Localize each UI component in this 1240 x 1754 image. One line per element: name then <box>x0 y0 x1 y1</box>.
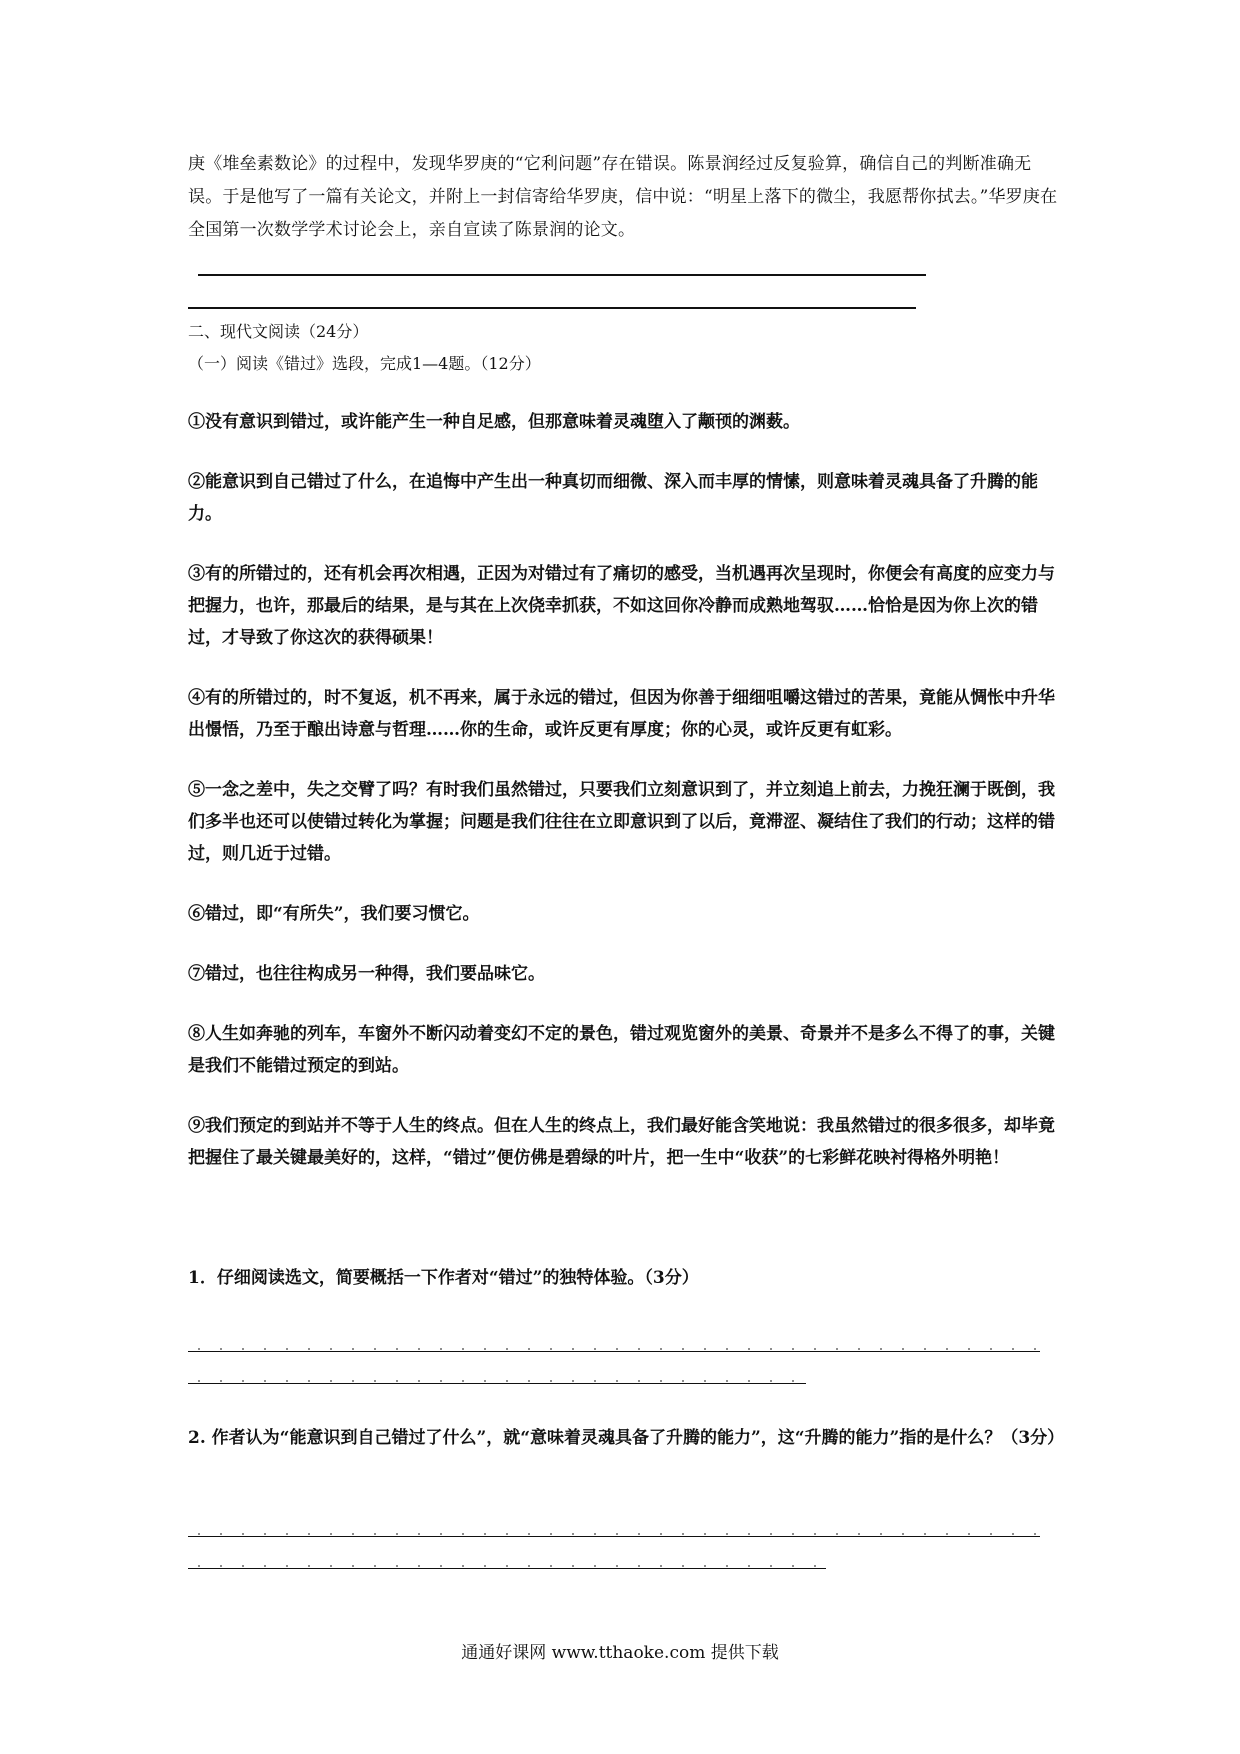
reading-passage <box>188 406 1066 1174</box>
passage-paragraph: ②能意识到自己错过了什么，在追悔中产生出一种真切而细微、深入而丰厚的情愫，则意味着灵魂具备了升腾的能力。 <box>188 472 1038 524</box>
passage-paragraph: ③有的所错过的，还有机会再次相遇，正因为对错过有了痛切的感受，当机遇再次呈现时，你便会有高度的应变力与把握力，也许，那最后的结果，是与其在上次侥幸抓获，不如这回你冷静而成熟地驾驭……恰恰是因为你上次的错过，才导致了你这次的获得硕果！ <box>188 564 1055 648</box>
intro-paragraph: 庚《堆垒素数论》的过程中，发现华罗庚的“它利问题”存在错误。陈景润经过反复验算，确信自己的判断准确无误。于是他写了一篇有关论文，并附上一封信寄给华罗庚，信中说：“明星上落下的微尘，我愿帮你拭去。”华罗庚在全国第一次数学学术讨论会上，亲自宣读了陈景润的论文。 <box>188 154 1058 240</box>
answer-line[interactable] <box>188 1347 1040 1352</box>
answer-rule <box>198 274 926 276</box>
page-footer: 通通好课网 www.tthaoke.com 提供下载 <box>461 1643 779 1663</box>
section-subtitle: （一）阅读《错过》选段，完成1—4题。（12分） <box>188 354 541 373</box>
answer-rule <box>188 307 916 309</box>
answer-line[interactable] <box>188 1564 826 1569</box>
passage-paragraph: ⑨我们预定的到站并不等于人生的终点。但在人生的终点上，我们最好能含笑地说：我虽然错过的很多很多，却毕竟把握住了最关键最美好的，这样，“错过”便仿佛是碧绿的叶片，把一生中“收获”的七彩鲜花映衬得格外明艳！ <box>188 1116 1055 1168</box>
question-2: 2. 作者认为“能意识到自己错过了什么”，就“意味着灵魂具备了升腾的能力”，这“升腾的能力”指的是什么？（3分） <box>188 1428 1065 1448</box>
intro-text <box>188 148 1058 247</box>
passage-paragraph: ④有的所错过的，时不复返，机不再来，属于永远的错过，但因为你善于细细咀嚼这错过的苦果，竟能从惆怅中升华出憬悟，乃至于酿出诗意与哲理……你的生命，或许反更有厚度；你的心灵，或许反更有虹彩。 <box>188 688 1055 740</box>
passage-paragraph: ⑧人生如奔驰的列车，车窗外不断闪动着变幻不定的景色，错过观览窗外的美景、奇景并不是多么不得了的事，关键是我们不能错过预定的到站。 <box>188 1024 1055 1076</box>
passage-paragraph: ⑦错过，也往往构成另一种得，我们要品味它。 <box>188 964 545 984</box>
passage-paragraph: ⑥错过，即“有所失”，我们要习惯它。 <box>188 904 480 924</box>
passage-paragraph: ①没有意识到错过，或许能产生一种自足感，但那意味着灵魂堕入了颟顸的渊薮。 <box>188 412 800 432</box>
passage-paragraph: ⑤一念之差中，失之交臂了吗？有时我们虽然错过，只要我们立刻意识到了，并立刻追上前去，力挽狂澜于既倒，我们多半也还可以使错过转化为掌握；问题是我们往往在立即意识到了以后，竟滞涩、凝结住了我们的行动；这样的错过，则几近于过错。 <box>188 780 1055 864</box>
answer-line[interactable] <box>188 1379 806 1384</box>
answer-line[interactable] <box>188 1532 1040 1537</box>
question-1: 1．仔细阅读选文，简要概括一下作者对“错过”的独特体验。（3分） <box>188 1268 699 1288</box>
section-title: 二、现代文阅读（24分） <box>188 322 369 341</box>
